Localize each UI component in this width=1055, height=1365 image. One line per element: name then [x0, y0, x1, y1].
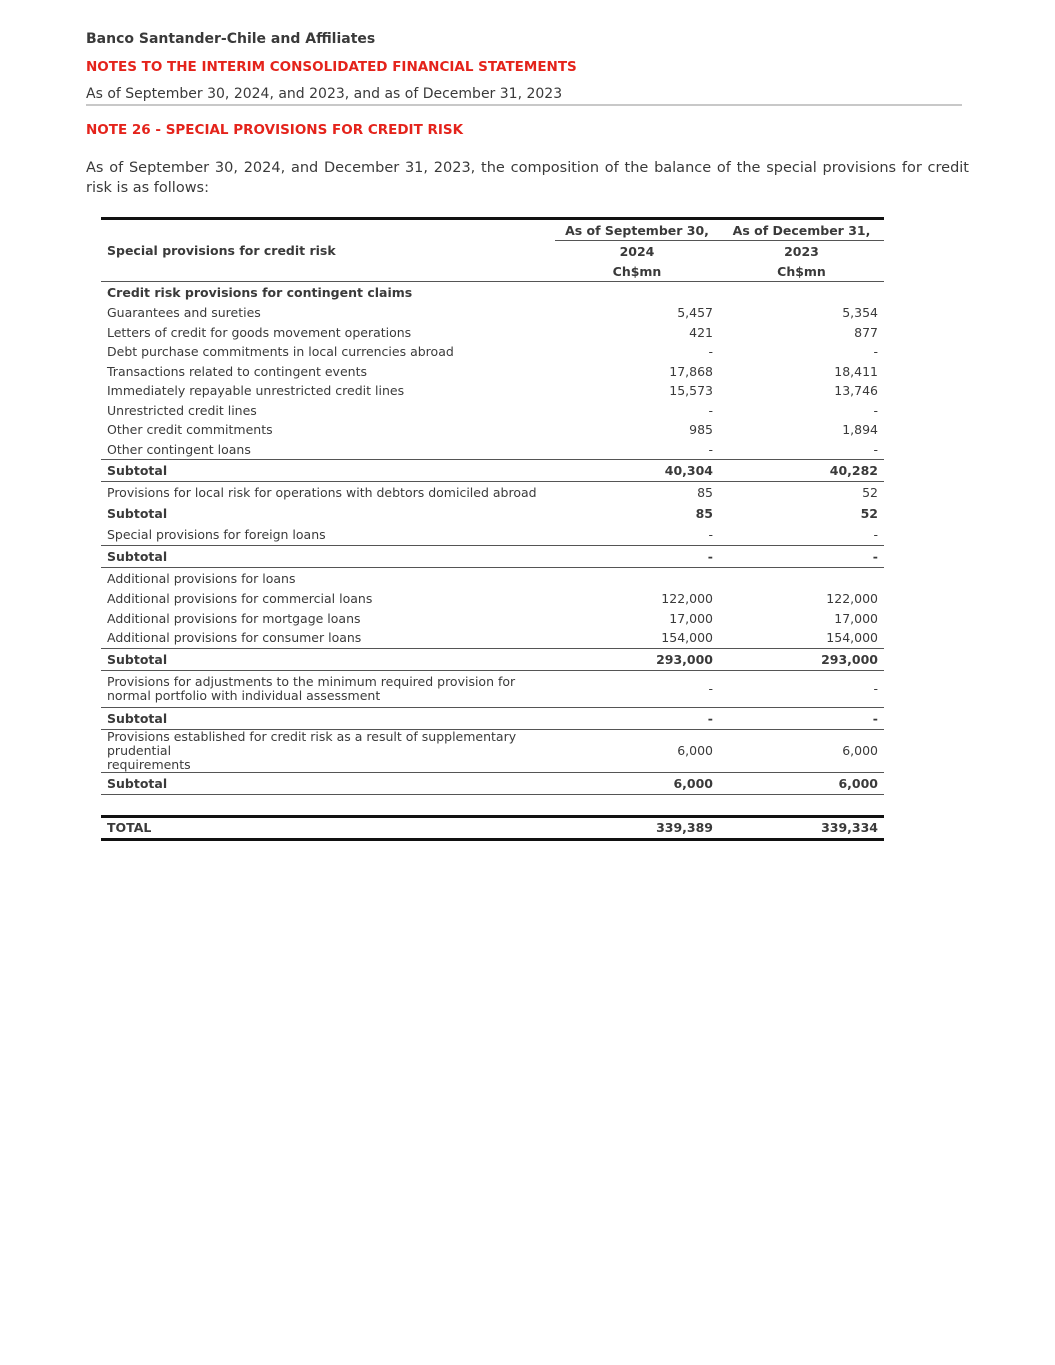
subtotal-row: Subtotal 40,304 40,282 — [101, 460, 884, 482]
subtotal-row: Subtotal 85 52 — [107, 506, 878, 521]
table-row: Other credit commitments 985 1,894 — [107, 422, 878, 438]
subtotal-row: Subtotal - - — [101, 707, 884, 729]
table-row: Immediately repayable unrestricted credit lines 15,573 13,746 — [107, 383, 878, 399]
table-row: Other contingent loans - - — [107, 441, 878, 457]
col2-year-header: 2023 — [784, 243, 819, 259]
note-title: NOTE 26 - SPECIAL PROVISIONS FOR CREDIT RISK — [86, 122, 464, 138]
table-row: Transactions related to contingent events 17,868 18,411 — [107, 363, 878, 379]
subtotal-row: Subtotal - - — [101, 546, 884, 568]
table-row: Additional provisions for commercial loans 122,000 122,000 — [107, 591, 878, 607]
subtotal-row: Subtotal 293,000 293,000 — [101, 648, 884, 670]
label-column-header: Special provisions for credit risk — [101, 220, 555, 282]
col1-unit-header: Ch$mn — [555, 261, 719, 282]
table-row: Additional provisions for consumer loans 154,000 154,000 — [107, 630, 878, 646]
company-name: Banco Santander-Chile and Affiliates — [86, 31, 376, 47]
special-provisions-table — [101, 217, 884, 841]
notes-title: NOTES TO THE INTERIM CONSOLIDATED FINANCIAL STATEMENTS — [86, 59, 577, 75]
col2-period-header: As of December 31, — [719, 220, 884, 241]
section-title: Credit risk provisions for contingent claims — [107, 285, 413, 300]
table-row: Additional provisions for mortgage loans 17,000 17,000 — [107, 610, 878, 626]
col2-unit-header: Ch$mn — [719, 261, 884, 282]
table-row: Guarantees and sureties 5,457 5,354 — [107, 305, 878, 321]
intro-paragraph: As of September 30, 2024, and December 31, 2023, the composition of the balance of the special provisions for credit risk is as follows: — [86, 160, 969, 196]
table-row: Provisions for adjustments to the minimum required provision for normal portfolio with individual assessment - - — [107, 673, 878, 703]
col1-period-header: As of September 30, — [555, 220, 719, 241]
total-row: TOTAL 339,389 339,334 — [101, 816, 884, 839]
subtotal-row: Subtotal 6,000 6,000 — [101, 772, 884, 794]
table-row: Unrestricted credit lines - - — [107, 402, 878, 418]
header-divider — [86, 104, 962, 106]
table-row: Special provisions for foreign loans - - — [107, 527, 878, 542]
col1-year-header: 2024 — [619, 243, 655, 259]
section-title: Additional provisions for loans — [107, 571, 296, 586]
table-row: Letters of credit for goods movement operations 421 877 — [107, 324, 878, 340]
date-line: As of September 30, 2024, and 2023, and as of December 31, 2023 — [86, 86, 563, 102]
table-row: Provisions established for credit risk as a result of supplementary prudential requirements 6,000 6,000 — [107, 728, 878, 772]
table-row: Provisions for local risk for operations with debtors domiciled abroad 85 52 — [107, 485, 878, 500]
table-row: Debt purchase commitments in local currencies abroad - - — [107, 344, 878, 360]
